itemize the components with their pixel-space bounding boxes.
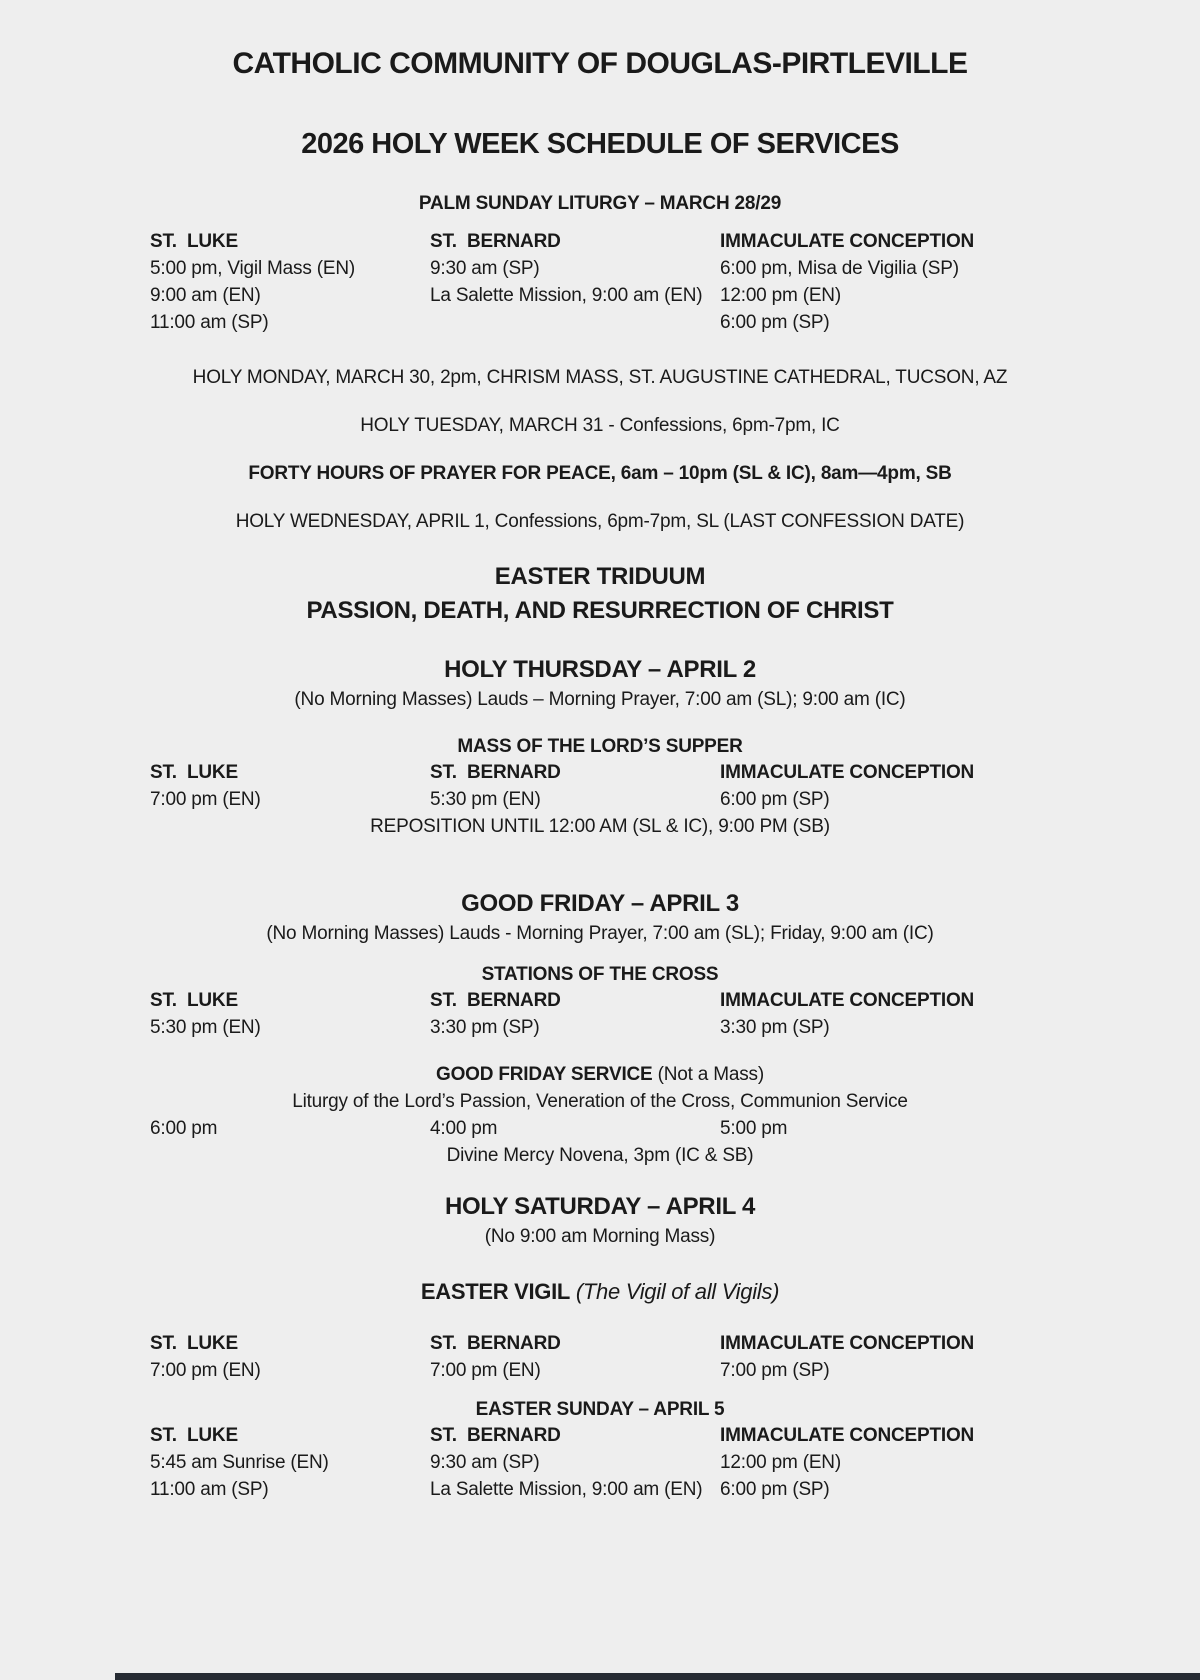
mass-time-line: 6:00 pm (SP) — [720, 1479, 830, 1500]
notice-holy-tuesday: HOLY TUESDAY, MARCH 31 - Confessions, 6pm-7pm, IC — [360, 415, 840, 436]
easter-sunday-heading: EASTER SUNDAY – APRIL 5 — [475, 1399, 725, 1420]
mass-time-line: 9:00 am (EN) — [150, 285, 261, 306]
church-name: IMMACULATE CONCEPTION — [720, 1333, 975, 1354]
good-friday-service-label: GOOD FRIDAY SERVICE — [436, 1064, 653, 1085]
church-name: IMMACULATE CONCEPTION — [720, 1425, 975, 1446]
church-column-st-bernard — [430, 759, 720, 813]
reposition-note: REPOSITION UNTIL 12:00 AM (SL & IC), 9:00 PM (SB) — [370, 816, 830, 837]
church-name: ST. BERNARD — [430, 990, 561, 1011]
good-friday-subtitle: (No Morning Masses) Lauds - Morning Prayer, 7:00 am (SL); Friday, 9:00 am (IC) — [266, 923, 934, 944]
holy-saturday-subtitle: (No 9:00 am Morning Mass) — [484, 1226, 716, 1247]
document-title: CATHOLIC COMMUNITY OF DOUGLAS-PIRTLEVILLE — [232, 47, 968, 80]
mass-time-line: La Salette Mission, 9:00 am (EN) — [430, 285, 703, 306]
mass-time-line: La Salette Mission, 9:00 am (EN) — [430, 1479, 703, 1500]
church-column-st-luke — [150, 987, 430, 1041]
church-column-st-bernard — [430, 987, 720, 1041]
holy-thursday-subtitle: (No Morning Masses) Lauds – Morning Prayer, 7:00 am (SL); 9:00 am (IC) — [294, 689, 906, 710]
church-column-st-bernard — [430, 1422, 720, 1503]
mass-time-line: 7:00 pm (SP) — [720, 1360, 830, 1381]
mass-time-line: 7:00 pm (EN) — [150, 1360, 261, 1381]
document-subtitle: 2026 HOLY WEEK SCHEDULE OF SERVICES — [301, 128, 899, 160]
church-column-immaculate-conception — [720, 1330, 1170, 1384]
triduum-title: EASTER TRIDUUM — [494, 563, 706, 590]
mass-time-line: 5:45 am Sunrise (EN) — [150, 1452, 329, 1473]
not-a-mass-note: (Not a Mass) — [652, 1064, 764, 1085]
notice-forty-hours: FORTY HOURS OF PRAYER FOR PEACE, 6am – 10pm (SL & IC), 8am—4pm, SB — [248, 463, 952, 484]
notice-holy-wednesday: HOLY WEDNESDAY, APRIL 1, Confessions, 6pm-7pm, SL (LAST CONFESSION DATE) — [235, 511, 965, 532]
easter-sunday-schedule — [0, 1422, 1200, 1503]
church-column-immaculate-conception — [720, 1422, 1170, 1503]
easter-vigil-heading — [0, 1276, 1200, 1308]
mass-time-line: 6:00 pm (SP) — [720, 312, 830, 333]
holy-thursday-title: HOLY THURSDAY – APRIL 2 — [444, 656, 756, 683]
church-name: ST. BERNARD — [430, 762, 561, 783]
mass-time-line: 7:00 pm (EN) — [430, 1360, 541, 1381]
service-time-st-luke: 6:00 pm — [150, 1118, 218, 1139]
triduum-subtitle: PASSION, DEATH, AND RESURRECTION OF CHRIST — [306, 597, 894, 624]
good-friday-title: GOOD FRIDAY – APRIL 3 — [461, 890, 739, 917]
holy-saturday-title: HOLY SATURDAY – APRIL 4 — [444, 1193, 756, 1220]
mass-time-line: 5:30 pm (EN) — [150, 1017, 261, 1038]
easter-triduum-heading — [0, 560, 1200, 628]
vigil-of-all-vigils-note: (The Vigil of all Vigils) — [570, 1279, 780, 1304]
church-name: IMMACULATE CONCEPTION — [720, 231, 975, 252]
mass-time-line: 6:00 pm, Misa de Vigilia (SP) — [720, 258, 959, 279]
church-column-st-bernard — [430, 1330, 720, 1384]
church-name: ST. LUKE — [150, 231, 238, 252]
stations-schedule — [0, 987, 1200, 1041]
mass-time-line: 3:30 pm (SP) — [720, 1017, 830, 1038]
church-column-immaculate-conception — [720, 228, 1170, 336]
notice-holy-monday: HOLY MONDAY, MARCH 30, 2pm, CHRISM MASS, ST. AUGUSTINE CATHEDRAL, TUCSON, AZ — [192, 367, 1008, 388]
easter-vigil-schedule — [0, 1330, 1200, 1384]
church-name: ST. BERNARD — [430, 1425, 561, 1446]
church-name: ST. BERNARD — [430, 231, 561, 252]
divine-mercy-novena-note: Divine Mercy Novena, 3pm (IC & SB) — [446, 1145, 754, 1166]
mass-time-line: 5:30 pm (EN) — [430, 789, 541, 810]
church-column-st-bernard — [430, 228, 720, 336]
mass-time-line: 9:30 am (SP) — [430, 258, 540, 279]
church-name: IMMACULATE CONCEPTION — [720, 762, 975, 783]
church-column-st-luke — [150, 228, 430, 336]
stations-heading: STATIONS OF THE CROSS — [481, 964, 719, 985]
mass-time-line: 5:00 pm, Vigil Mass (EN) — [150, 258, 355, 279]
lords-supper-heading: MASS OF THE LORD’S SUPPER — [457, 736, 743, 757]
palm-sunday-schedule — [0, 228, 1200, 336]
church-name: ST. LUKE — [150, 1333, 238, 1354]
service-time-immaculate-conception: 5:00 pm — [720, 1118, 788, 1139]
mass-time-line: 11:00 am (SP) — [150, 312, 269, 333]
church-column-st-luke — [150, 1330, 430, 1384]
church-name: ST. LUKE — [150, 990, 238, 1011]
church-column-st-luke — [150, 759, 430, 813]
palm-sunday-heading: PALM SUNDAY LITURGY – MARCH 28/29 — [418, 193, 782, 214]
church-name: ST. BERNARD — [430, 1333, 561, 1354]
church-name: ST. LUKE — [150, 762, 238, 783]
good-friday-service-heading — [0, 1061, 1200, 1088]
easter-vigil-label: EASTER VIGIL — [420, 1279, 571, 1304]
mass-time-line: 6:00 pm (SP) — [720, 789, 830, 810]
good-friday-service-times — [0, 1115, 1200, 1142]
mass-time-line: 12:00 pm (EN) — [720, 285, 841, 306]
mass-time-line: 3:30 pm (SP) — [430, 1017, 540, 1038]
bottom-edge-bar — [115, 1673, 1200, 1680]
church-column-immaculate-conception — [720, 987, 1170, 1041]
service-time-st-bernard: 4:00 pm — [430, 1118, 498, 1139]
lords-supper-schedule — [0, 759, 1200, 813]
liturgy-description: Liturgy of the Lord’s Passion, Veneration of the Cross, Communion Service — [292, 1091, 908, 1112]
mass-time-line: 7:00 pm (EN) — [150, 789, 261, 810]
church-name: ST. LUKE — [150, 1425, 238, 1446]
church-column-st-luke — [150, 1422, 430, 1503]
mass-time-line: 11:00 am (SP) — [150, 1479, 269, 1500]
church-name: IMMACULATE CONCEPTION — [720, 990, 975, 1011]
mass-time-line: 9:30 am (SP) — [430, 1452, 540, 1473]
mass-time-line: 12:00 pm (EN) — [720, 1452, 841, 1473]
church-column-immaculate-conception — [720, 759, 1170, 813]
